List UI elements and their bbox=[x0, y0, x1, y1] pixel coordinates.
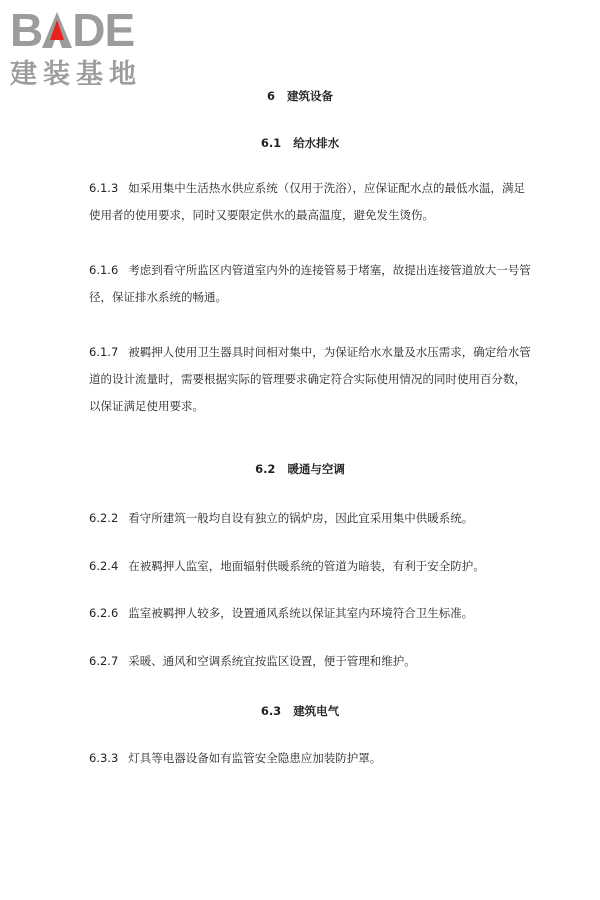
clause-text: 如采用集中生活热水供应系统（仅用于洗浴），应保证配水点的最低水温，满足使用者的使用要求，同时又要限定供水的最高温度，避免发生烫伤。 bbox=[89, 181, 526, 222]
clause-6-3-3 bbox=[89, 745, 534, 772]
clause-6-2-6 bbox=[89, 600, 534, 627]
chapter-heading bbox=[0, 88, 600, 104]
clause-number: 6.1.3 bbox=[89, 181, 119, 195]
logo-letter-a bbox=[42, 12, 72, 48]
clause-text: 监室被羁押人较多，设置通风系统以保证其室内环境符合卫生标准。 bbox=[128, 606, 474, 620]
clause-text: 采暖、通风和空调系统宜按监区设置，便于管理和维护。 bbox=[128, 654, 416, 668]
clause-number: 6.1.7 bbox=[89, 345, 119, 359]
section-title: 暖通与空调 bbox=[287, 462, 345, 476]
section-number: 6.2 bbox=[255, 462, 276, 476]
clause-6-1-6 bbox=[89, 257, 534, 311]
clause-6-1-7 bbox=[89, 339, 534, 420]
clause-text: 在被羁押人监室，地面辐射供暖系统的管道为暗装，有利于安全防护。 bbox=[128, 559, 485, 573]
clause-6-2-7 bbox=[89, 648, 534, 675]
clause-number: 6.2.7 bbox=[89, 654, 119, 668]
clause-6-2-4 bbox=[89, 553, 534, 580]
logo-wordmark bbox=[10, 4, 134, 56]
chapter-number: 6 bbox=[266, 89, 275, 103]
clause-6-1-3 bbox=[89, 175, 534, 229]
clause-text: 灯具等电器设备如有监管安全隐患应加装防护罩。 bbox=[128, 751, 382, 765]
clause-text: 考虑到看守所监区内管道室内外的连接管易于堵塞，故提出连接管道放大一号管径，保证排水系统的畅通。 bbox=[89, 263, 531, 304]
clause-number: 6.1.6 bbox=[89, 263, 119, 277]
clause-6-2-2 bbox=[89, 505, 534, 532]
logo-letter-b: B bbox=[10, 4, 43, 56]
logo-letters-de: DE bbox=[72, 4, 135, 56]
clause-text: 看守所建筑一般均自设有独立的锅炉房，因此宜采用集中供暖系统。 bbox=[128, 511, 474, 525]
section-number: 6.3 bbox=[260, 704, 282, 718]
clause-number: 6.2.2 bbox=[89, 511, 119, 525]
section-heading-6-3 bbox=[0, 703, 600, 719]
section-number: 6.1 bbox=[260, 136, 282, 150]
chapter-title: 建筑设备 bbox=[287, 89, 333, 103]
clause-number: 6.2.6 bbox=[89, 606, 119, 620]
section-title: 给水排水 bbox=[293, 136, 340, 150]
clause-text: 被羁押人使用卫生器具时间相对集中，为保证给水水量及水压需求，确定给水管道的设计流量时，需要根据实际的管理要求确定符合实际使用情况的同时使用百分数，以保证满足使用要求。 bbox=[89, 345, 531, 413]
bade-logo bbox=[10, 4, 180, 92]
clause-number: 6.3.3 bbox=[89, 751, 119, 765]
logo-chinese: 建装基地 bbox=[10, 59, 142, 90]
section-heading-6-1 bbox=[0, 135, 600, 151]
section-heading-6-2 bbox=[0, 461, 600, 477]
section-title: 建筑电气 bbox=[293, 704, 340, 718]
clause-number: 6.2.4 bbox=[89, 559, 119, 573]
